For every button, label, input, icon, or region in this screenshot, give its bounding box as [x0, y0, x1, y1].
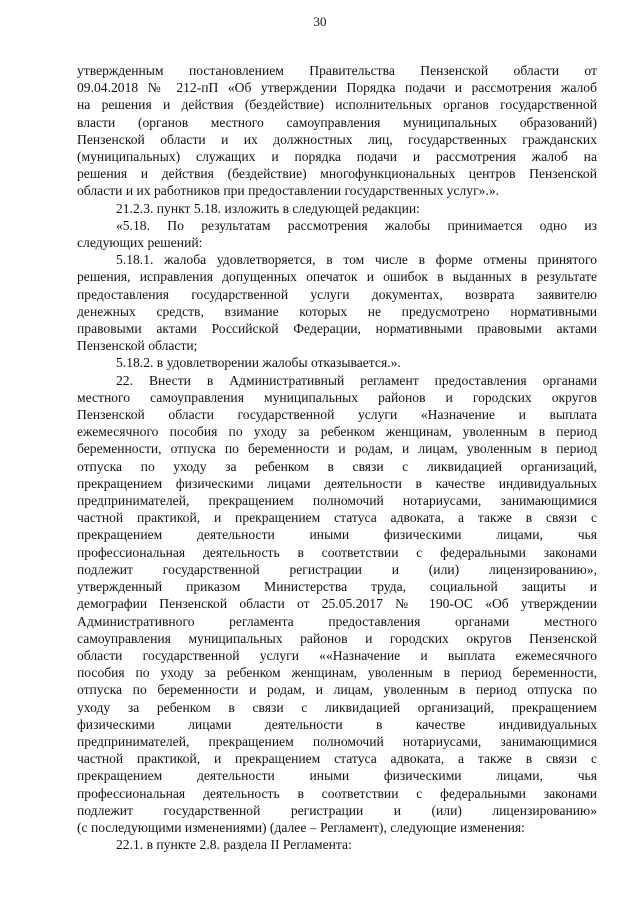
text-line: предпринимателей, прекращением полномочий нотариусами, занимающимися — [77, 733, 597, 749]
text-line: демографии Пензенской области от 25.05.2017 № 190-ОС «Об утверждении — [77, 596, 597, 612]
text-line: профессиональная деятельность в соответствии с федеральными законами — [77, 544, 597, 560]
text-line: власти (органов местного самоуправления муниципальных образований) — [77, 114, 597, 130]
text-line: отпуска по беременности и родам, и лицам, уволенным в период отпуска по — [77, 682, 597, 698]
document-body — [77, 62, 597, 853]
text-line: 5.18.1. жалоба удовлетворяется, в том числе в форме отмены принятого — [116, 252, 597, 268]
text-line: частной практикой, и прекращением статуса адвоката, а также в связи с — [77, 510, 597, 526]
text-line: 09.04.2018 № 212-пП «Об утверждении Порядка подачи и рассмотрения жалоб — [77, 80, 597, 96]
text-line: следующих решений: — [77, 235, 203, 251]
text-line: Пензенской области и их должностных лиц, государственных гражданских — [77, 131, 597, 147]
text-line: Административного регламента предоставления органами местного — [77, 613, 597, 629]
text-line: «5.18. По результатам рассмотрения жалобы принимается одно из — [116, 217, 597, 233]
text-line: ежемесячного пособия по уходу за ребенком женщинам, уволенным в период — [77, 424, 597, 440]
text-line: предоставления государственной услуги документах, возврата заявителю — [77, 286, 597, 302]
text-line: на решения и действия (бездействие) исполнительных органов государственной — [77, 97, 597, 113]
text-line: физическими лицами деятельности в качестве индивидуальных — [77, 716, 597, 732]
text-line: подлежит государственной регистрации и (или) лицензированию», — [77, 561, 597, 577]
text-line: 22. Внести в Административный регламент предоставления органами — [116, 372, 597, 388]
text-line: 21.2.3. пункт 5.18. изложить в следующей редакции: — [116, 200, 420, 216]
text-line: 22.1. в пункте 2.8. раздела II Регламента: — [116, 837, 352, 853]
text-line: Пензенской области; — [77, 338, 198, 354]
text-line: прекращением физическими лицами деятельности в качестве индивидуальных — [77, 475, 597, 491]
text-line: отпуска по уходу за ребенком в связи с ликвидацией организаций, — [77, 458, 597, 474]
text-line: денежных средств, взимание которых не предусмотрено нормативными — [77, 303, 597, 319]
text-line: прекращением деятельности иными физическими лицами, чья — [77, 527, 597, 543]
page-number: 30 — [313, 14, 327, 29]
text-line: пособия по уходу за ребенком женщинам, уволенным в период беременности, — [77, 665, 597, 681]
text-line: беременности, отпуска по беременности и родам, и лицам, уволенным в период — [77, 441, 597, 457]
text-line: (с последующими изменениями) (далее – Регламент), следующие изменения: — [77, 819, 525, 835]
text-line: прекращением деятельности иными физическими лицами, чья — [77, 768, 597, 784]
text-line: (муниципальных) служащих и порядка подачи и рассмотрения жалоб на — [77, 149, 597, 165]
text-line: уходу за ребенком в связи с ликвидацией организаций, прекращением — [77, 699, 597, 715]
text-line: Пензенской области государственной услуги «Назначение и выплата — [77, 407, 597, 423]
text-line: утвержденным постановлением Правительства Пензенской области от — [77, 63, 597, 78]
text-line: правовыми актами Российской Федерации, нормативными правовыми актами — [77, 321, 597, 337]
text-line: предпринимателей, прекращением полномочий нотариусами, занимающимися — [77, 493, 597, 509]
text-line: подлежит государственной регистрации и (или) лицензированию» — [77, 802, 597, 818]
text-line: частной практикой, и прекращением статуса адвоката, а также в связи с — [77, 751, 597, 767]
text-line: области и их работников при предоставлении государственных услуг».». — [77, 183, 500, 199]
text-line: решения, исправления допущенных опечаток и ошибок в выданных в результате — [77, 269, 597, 285]
text-line: решения и действия (бездействие) многофункциональных центров Пензенской — [77, 166, 597, 182]
text-line: области государственной услуги ««Назначение и выплата ежемесячного — [77, 647, 597, 663]
text-line: 5.18.2. в удовлетворении жалобы отказывается.». — [116, 355, 401, 371]
text-line: утвержденный приказом Министерства труда, социальной защиты и — [77, 579, 597, 595]
text-line: профессиональная деятельность в соответствии с федеральными законами — [77, 785, 597, 801]
text-line: местного самоуправления муниципальных районов и городских округов — [77, 389, 597, 405]
text-line: самоуправления муниципальных районов и городских округов Пензенской — [77, 630, 597, 646]
